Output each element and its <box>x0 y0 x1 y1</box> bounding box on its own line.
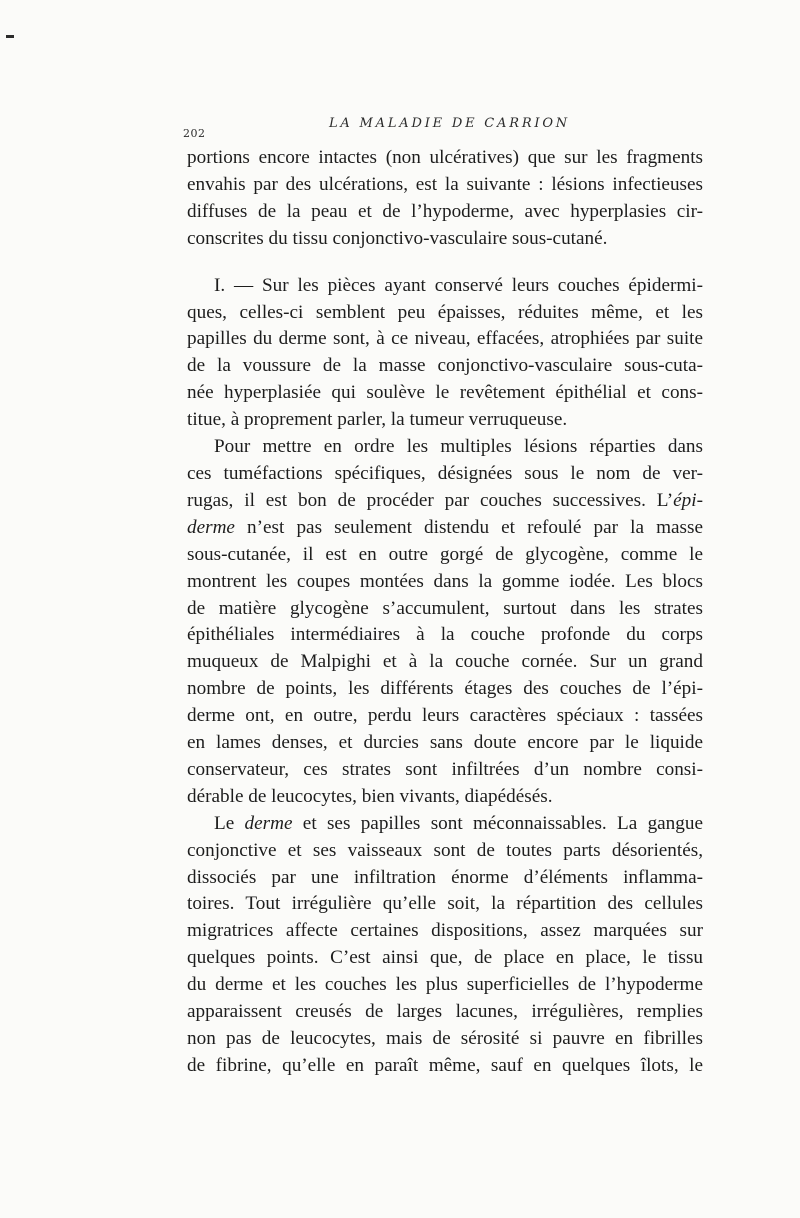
text-line: épithéliales intermédiaires à la couche profonde du corps <box>187 624 703 646</box>
text-line: conservateur, ces strates sont infiltrées d’un nombre consi- <box>187 758 703 780</box>
text-fragment: Le <box>214 812 245 834</box>
paragraph-section-one <box>187 273 703 434</box>
text-line: conjonctive et ses vaisseaux sont de toutes parts désorientés, <box>187 839 703 861</box>
italic-term: épi- <box>673 489 703 511</box>
text-line: née hyperplasiée qui soulève le revêtement épithélial et cons- <box>187 382 703 404</box>
text-line: diffuses de la peau et de l’hypoderme, avec hyperplasies cir- <box>187 200 703 222</box>
running-title: LA MALADIE DE CARRION <box>329 116 570 131</box>
text-line: montrent les coupes montées dans la gomme iodée. Les blocs <box>187 570 703 592</box>
text-body <box>187 145 703 1080</box>
text-line: envahis par des ulcérations, est la suivante : lésions infectieuses <box>187 173 703 195</box>
text-line <box>187 515 703 542</box>
text-fragment: n’est pas seulement distendu et refoulé par la masse <box>234 516 703 538</box>
text-line: sous-cutanée, il est en outre gorgé de glycogène, comme le <box>187 543 703 565</box>
text-line: apparaissent creusés de larges lacunes, irrégulières, remplies <box>187 1001 703 1023</box>
text-line: non pas de leucocytes, mais de sérosité si pauvre en fibrilles <box>187 1028 703 1049</box>
text-line: toires. Tout irrégulière qu’elle soit, la répartition des cellules <box>187 893 703 915</box>
text-line: ques, celles-ci semblent peu épaisses, réduites même, et les <box>187 301 703 323</box>
text-line: muqueux de Malpighi et à la couche cornée. Sur un grand <box>187 651 703 673</box>
text-line: dissociés par une infiltration énorme d’éléments inflamma- <box>187 866 703 888</box>
italic-term: derme <box>187 516 235 538</box>
paragraph-continued <box>187 145 703 253</box>
text-line: dérable de leucocytes, bien vivants, diapédésés. <box>187 785 553 807</box>
text-line: conscrites du tissu conjonctivo-vasculaire sous-cutané. <box>187 227 608 249</box>
margin-mark <box>6 35 14 38</box>
text-line: titue, à proprement parler, la tumeur verruqueuse. <box>187 409 568 431</box>
text-line: papilles du derme sont, à ce niveau, effacées, atrophiées par suite <box>187 328 703 350</box>
paragraph-epiderme <box>187 434 703 811</box>
text-line: derme ont, en outre, perdu leurs caractères spéciaux : tassées <box>187 705 703 727</box>
text-fragment: et ses papilles sont méconnaissables. La gangue <box>292 812 703 834</box>
paragraph-derme <box>187 811 703 1080</box>
italic-term: derme <box>244 812 293 834</box>
text-line: de fibrine, qu’elle en paraît même, sauf en quelques îlots, le <box>187 1054 703 1076</box>
page-number: 202 <box>183 127 206 140</box>
text-line: portions encore intactes (non ulcératives) que sur les fragments <box>187 147 703 168</box>
text-line: en lames denses, et durcies sans doute encore par le liquide <box>187 732 703 754</box>
text-line: Pour mettre en ordre les multiples lésions réparties dans <box>214 436 703 458</box>
text-line: nombre de points, les différents étages des couches de l’épi- <box>187 678 703 700</box>
text-line: quelques points. C’est ainsi que, de place en place, le tissu <box>187 947 703 969</box>
text-line: ces tuméfactions spécifiques, désignées sous le nom de ver- <box>187 462 703 484</box>
text-fragment: rugas, il est bon de procéder par couches successives. L’ <box>187 489 674 511</box>
text-line: du derme et les couches les plus superficielles de l’hypoderme <box>187 974 703 996</box>
text-line: de la voussure de la masse conjonctivo-vasculaire sous-cuta- <box>187 355 703 377</box>
running-head <box>183 112 723 142</box>
text-line <box>187 488 703 515</box>
text-line: de matière glycogène s’accumulent, surtout dans les strates <box>187 597 703 619</box>
text-line <box>187 811 703 838</box>
text-line: migratrices affecte certaines dispositions, assez marquées sur <box>187 920 703 942</box>
text-line: I. — Sur les pièces ayant conservé leurs couches épidermi- <box>214 274 703 296</box>
